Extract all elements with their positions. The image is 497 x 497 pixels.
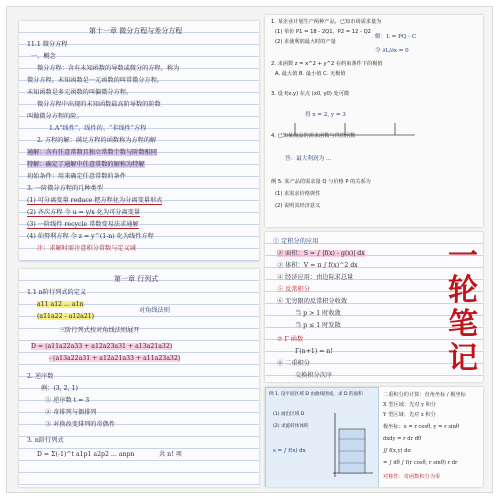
collage-frame [6,6,493,493]
problem-text: (1) 画出区域 D [273,412,305,417]
handwritten-answer: s = ∫ f(x) dx [273,448,306,454]
note-line: 对称性：奇函数积分为零 [383,474,441,480]
note-line: ⑦ Γ 函数 [277,336,304,343]
note-line: 未知函数是多元函数的叫偏微分方程。 [27,89,133,96]
note-line: 3. n阶行列式 [27,437,64,444]
note-line: = ∫ dθ ∫ f(r cosθ, r sinθ) r dr [383,460,458,466]
note-line: D = Σ(-1)^t a1p1 a2p2 ... anpn [37,451,135,458]
note-photo-determinants[interactable] [19,269,259,487]
handwritten-answer: 答：最大利润为 ... [285,156,332,162]
note-line: 当 p > 1 时收敛 [295,310,341,317]
exercise-text: 1. 某企业计划生产两种产品，已知市场需求量为 [271,19,382,25]
highlight: - (a13a22a31 + a12a21a33 + a11a23a32) [49,355,181,362]
note-line: (4) 伯努利方程 令 z = y^(1-n) 化为线性方程 [27,233,154,240]
note-line: 对角线法则 [139,307,170,314]
highlight: ② 面积：S = ∫ |f(x) - g(x)| dx [277,250,365,257]
problem-text: 例 1. 设平面区域 D 由曲线围成，求 D 的面积 [269,392,363,397]
underlined-text: (3) 一阶线性 recycle 常数变易法求通解 [27,221,139,228]
note-line: ④ 经济应用：由边际求总量 [277,274,354,281]
exercise-text: (1) 求需求价格弹性 [275,191,321,197]
note-line [31,343,172,351]
note-line: Y 型区域：先对 x 积分 [383,412,436,418]
note-line [27,149,157,157]
highlight: 通解：含有任意常数且独立常数个数与阶数相同 [27,149,157,156]
note-line: 注：求解时需注意积分常数与定义域 [37,245,136,252]
note-line: 交换积分次序 [295,372,333,379]
note-line [27,221,139,229]
calligraphy-char: 笔 [448,307,478,342]
note-line: 3. 一阶微分方程的几种类型 [27,185,103,192]
exercise-text: (2) 说明其经济意义 [275,203,321,209]
note-line: Γ(n+1) = n! [295,348,333,355]
note-line [27,197,162,205]
exercise-text: 4. 已知某商品的需求函数与供给函数 [271,133,356,139]
note-line: 2. 方程的解：满足方程的函数称为方程的解 [37,137,157,144]
note-line: X 型区域：先对 y 积分 [383,402,437,408]
note-line: 极坐标：x = r cosθ, y = r sinθ [383,424,460,430]
chapter-title: 第十一章 微分方程与差分方程 [89,27,183,35]
note-line [27,209,140,217]
handwritten-answer: 令 ∂L/∂x = 0 [375,48,409,54]
diagram-icon [285,115,425,145]
note-line: 2. 逆序数 [27,373,54,380]
note-line [37,301,84,309]
note-line: 三阶行列式按对角线法则展开 [59,327,140,334]
subsection-heading: 一、概念 [31,53,56,60]
note-line: 二重积分的计算：直角坐标 / 极坐标 [383,392,466,398]
handwritten-answer: 解：L = PQ - C [375,34,417,40]
note-line: 例：(3, 2, 1) [41,385,78,392]
note-photo-integrals[interactable] [265,232,483,382]
note-line [277,250,365,258]
exercise-text: 例 5. 某产品的需求量 Q 与价格 P 的关系为 [271,179,371,185]
note-line: ③ 对换改变排列的奇偶性 [45,421,116,428]
note-photo-exercises[interactable] [265,15,483,227]
note-line: ① 定积分的应用 [273,238,319,245]
note-line: 微分方程中出现的未知函数最高阶导数的阶数 [37,101,161,108]
note-line: ① 逆序数 t = 3 [45,397,90,404]
note-photo-double-integral[interactable] [265,387,483,487]
exercise-text: A. 最大值 B. 最小值 C. 无极值 [275,71,346,77]
highlight: 特解：确定了通解中任意常数的解称为特解 [27,161,145,168]
note-line: dxdy = r dr dθ [383,436,422,442]
chapter-title: 第一章 行列式 [114,275,159,283]
note-photo-differential-equations[interactable] [19,21,259,261]
note-line: 1.A“线性”、线性的、“非线性”方程 [49,125,147,132]
note-line [49,355,180,363]
exercise-text: 3. 设 f(x,y) 在点 (x0, y0) 处可微 [271,91,350,97]
note-line: 当 p ≤ 1 时发散 [295,322,341,329]
note-line: ⑤ 反常积分 [277,286,310,293]
calligraphy-char: 轮 [448,273,478,308]
note-line: ⑥ 无穷限的反常积分收敛 [277,298,348,305]
underlined-text: (2) 齐次方程 令 u = y/x 化为可分离变量 [27,209,141,216]
note-line [37,313,94,321]
calligraphy-char: 一 [448,239,478,274]
note-line: 叫做微分方程的阶。 [27,113,83,120]
note-line: ∬ f(x,y) dσ [383,448,412,454]
exercise-text: (2) 求使利润最大时的产量 [275,39,336,45]
note-line: 1.1 n阶行列式的定义 [27,289,87,296]
exercise-text: (1) 单价 P1 = 18 - 2Q1，P2 = 12 - Q2 [275,29,371,35]
note-line: 初始条件：用来确定任意常数的条件 [27,173,126,180]
note-line [27,161,145,169]
note-line: 微分方程。未知函数是一元函数的叫常微分方程， [27,77,164,84]
underlined-text: (1) 可分离变量 reduce 把方程化为分离变量形式 [27,197,163,204]
note-line: ② 奇排列与偶排列 [45,409,97,416]
note-line: ⑧ 二重积分 [277,360,310,367]
problem-text: (2) 求旋转体体积 [273,424,309,429]
highlight: (a11a22 - a12a21) [37,313,95,320]
graph-icon [327,409,375,479]
section-heading: 11.1 微分方程 [27,41,68,48]
exercise-text: 2. 求函数 z = x^2 + y^2 在约束条件下的极值 [271,61,383,67]
note-line: 共 n! 项 [159,451,182,458]
calligraphy-char: 记 [448,341,478,376]
note-line: ③ 体积：V = π ∫ f(x)^2 dx [277,262,358,269]
note-line: 微分方程：含有未知函数的导数或微分的方程，称为 [37,65,180,72]
highlight: D = (a11a22a33 + a12a23a31 + a13a21a32) [31,343,173,350]
handwritten-answer: 得 x = 2, y = 3 [305,112,346,118]
highlight: a11 a12 ... a1n [37,301,84,308]
